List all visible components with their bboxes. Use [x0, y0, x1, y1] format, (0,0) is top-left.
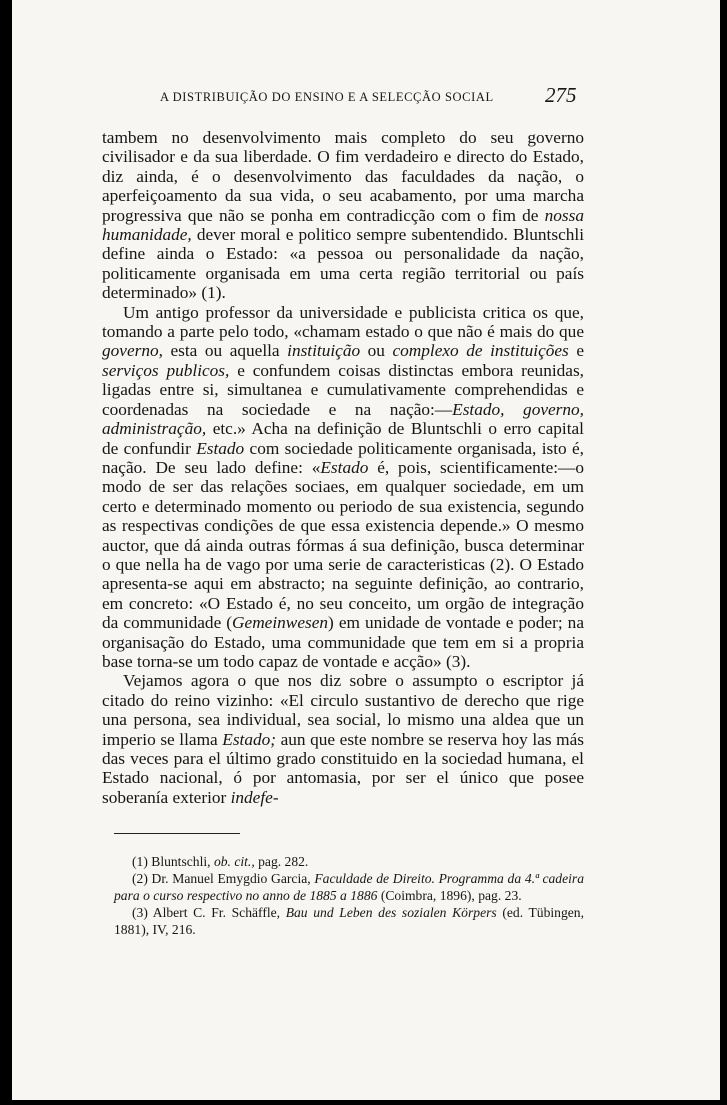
- paragraph: Um antigo professor da universidade e publicista critica os que, tomando a parte pelo todo, «chamam estado o que não é mais do que governo, esta ou aquella instituição ou complexo de instituições e serviços publicos, e confundem coisas distinctas embora reunidas, ligadas entre si, simultanea e cumulativamente comprehendidas e coordenadas na sociedade e na nação:—Estado, governo, administração, etc.» Acha na definição de Bluntschli o erro capital de confundir Estado com sociedade politicamente organisada, isto é, nação. De seu lado define: «Estado é, pois, scientificamente:—o modo de ser das relações sociaes, em qualquer sociedade, em um certo e determinado momento ou periodo de sua existencia, segundo as respectivas condições de que essa existencia depende.» O mesmo auctor, que dá ainda outras fórmas á sua definição, busca determinar o que nella ha de vago por uma serie de caracteristicas (2). O Estado apresenta-se aqui em abstracto; na seguinte definição, ao contrario, em concreto: «O Estado é, no seu conceito, um orgão de integração da communidade (Gemeinwesen) em unidade de vontade e poder; na organisação do Estado, uma communidade que tem em si a propria base torna-se um todo capaz de vontade e acção» (3).: [102, 302, 585, 671]
- running-title: A DISTRIBUIÇÃO DO ENSINO E A SELECÇÃO SOCIAL: [160, 90, 494, 104]
- footnote-2: (2) Dr. Manuel Emygdio Garcia, Faculdade de Direito. Programma da 4.ª cadeira para o curso respectivo no anno de 1885 a 1886 (Coimbra, 1896), pag. 23.: [114, 871, 585, 903]
- paragraph: tambem no desenvolvimento mais completo do seu governo civilisador e da sua liberdade. O fim verdadeiro e directo do Estado, diz ainda, é o desenvolvimento das faculdades da nação, o aperfeiçoamento da sua vida, o seu acabamento, por uma marcha progressiva que não se ponha em contradicção com o fim de nossa humanidade, dever moral e politico sempre subentendido. Bluntschli define ainda o Estado: «a pessoa ou personalidade da nação, politicamente organisada em uma certa região territorial ou país determinado» (1).: [102, 128, 584, 303]
- paragraph: Vejamos agora o que nos diz sobre o assumpto o escriptor já citado do reino vizinho: «El circulo sustantivo de derecho que rige una persona, sea individual, sea social, lo mismo una aldea que un imperio se llama Estado; aun que este nombre se reserva hoy las más das veces para el último grado constituido en la sociedad humana, el Estado nacional, ó por antomasia, por ser el único que posee soberanía exterior indefe-: [102, 671, 584, 807]
- book-page: [12, 0, 720, 1100]
- footnote-1: (1) Bluntschli, ob. cit., pag. 282.: [132, 854, 309, 869]
- main-text: [102, 128, 584, 807]
- footnote-3: (3) Albert C. Fr. Schäffle, Bau und Leben des sozialen Körpers (ed. Tübingen, 1881), IV, 216.: [114, 905, 584, 937]
- footnote-rule: [114, 833, 240, 834]
- footnotes: [114, 853, 584, 938]
- page-number: 275: [545, 83, 577, 107]
